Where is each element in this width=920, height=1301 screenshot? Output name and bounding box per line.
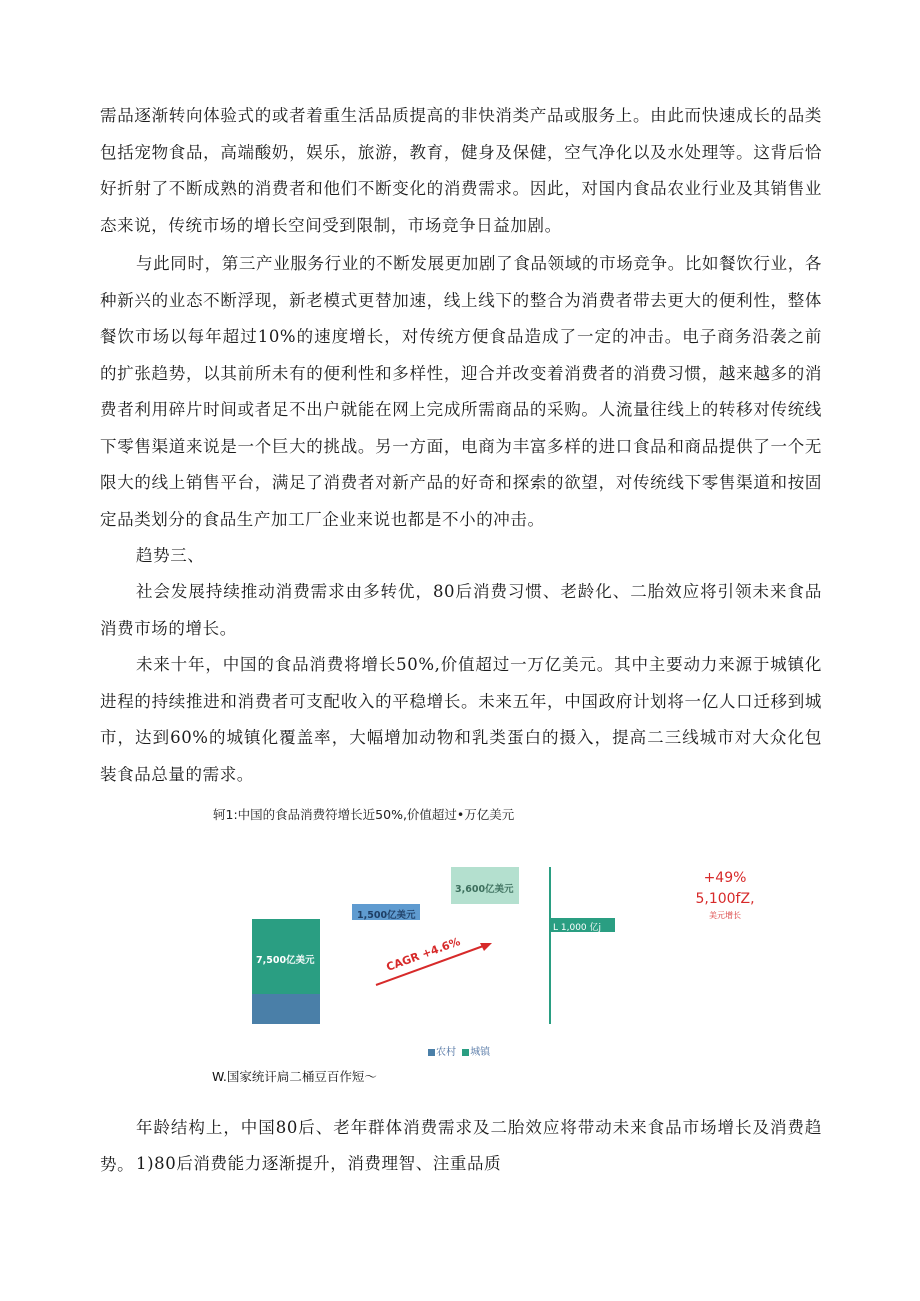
legend-swatch-urban bbox=[462, 1049, 469, 1056]
paragraph-trend-summary: 社会发展持续推动消费需求由多转优，80后消费习惯、老龄化、二胎效应将引领未来食品消费市场的增长。 bbox=[100, 582, 822, 638]
section-heading-trend-three: 趋势三、 bbox=[136, 546, 205, 565]
chart-legend bbox=[428, 1043, 490, 1058]
paragraph-market-shift: 需品逐渐转向体验式的或者着重生活品质提高的非快消类产品或服务上。由此而快速成长的品类包括宠物食品，高端酸奶，娱乐，旅游，教育，健身及保健，空气净化以及水处理等。这背后恰好折射了不断成熟的消费者和他们不断变化的消费需求。因此，对国内食品农业行业及其销售业态来说，传统市场的增长空间受到限制，市场竞争日益加剧。 bbox=[100, 106, 822, 235]
bar-step-1500-label: 1,500亿美元 bbox=[357, 910, 416, 921]
bar-base-rural bbox=[252, 994, 320, 1024]
growth-amount: 5,100fZ, bbox=[695, 891, 755, 907]
food-consumption-chart bbox=[210, 805, 770, 1085]
legend-swatch-rural bbox=[428, 1049, 435, 1056]
paragraph-competition: 与此同时，第三产业服务行业的不断发展更加剧了食品领域的市场竞争。比如餐饮行业，各种新兴的业态不断浮现，新老模式更替加速，线上线下的整合为消费者带去更大的便利性，整体餐饮市场以每年超过10%的速度增长，对传统方便食品造成了一定的冲击。电子商务沿袭之前的扩张趋势，以其前所未有的便利性和多样性，迎合并改变着消费者的消费习惯，越来越多的消费者利用碎片时间或者足不出户就能在网上完成所需商品的采购。人流量往线上的转移对传统线下零售渠道来说是一个巨大的挑战。另一方面，电商为丰富多样的进口食品和商品提供了一个无限大的线上销售平台，满足了消费者对新产品的好奇和探索的欲望，对传统线下零售渠道和按固定品类划分的食品生产加工厂企业来说也都是不小的冲击。 bbox=[100, 254, 822, 529]
cagr-label: CAGR +4.6% bbox=[384, 935, 462, 974]
paragraph-age-structure: 年龄结构上，中国80后、老年群体消费需求及二胎效应将带动未来食品市场增长及消费趋势。 bbox=[100, 1118, 822, 1174]
paragraph-food-consumption-growth: 未来十年，中国的食品消费将增长50%,价值超过一万亿美元。其中主要动力来源于城镇化进程的持续推进和消费者可支配收入的平稳增长。未来五年，中国政府计划将一亿人口迁移到城市，达到60%的城镇化覆盖率，大幅增加动物和乳类蛋白的摄入，提高二三线城市对大众化包装食品总量的需求。 bbox=[100, 655, 822, 784]
cagr-arrow bbox=[370, 935, 500, 995]
legend-rural: 农村 bbox=[436, 1047, 456, 1058]
chart-source: W.国家统讦扃二桶豆百作短〜 bbox=[212, 1069, 377, 1084]
legend-urban: 城镇 bbox=[470, 1047, 491, 1058]
growth-note: 美元增长 bbox=[709, 911, 741, 920]
growth-percent: +49% bbox=[703, 870, 747, 886]
chart-title: 轲1:中国的食品消费符增长近50%,价值超过•万亿美元 bbox=[213, 807, 515, 822]
bar-total-label: L 1,000 亿j bbox=[553, 923, 602, 933]
bar-step-3600-label: 3,600亿美元 bbox=[455, 884, 514, 895]
bar-total bbox=[549, 867, 551, 1024]
list-item-post80s: 1)80后消费能力逐渐提升，消费理智、注重品质 bbox=[136, 1154, 502, 1173]
bar-base-label: 7,500亿美元 bbox=[256, 955, 315, 966]
